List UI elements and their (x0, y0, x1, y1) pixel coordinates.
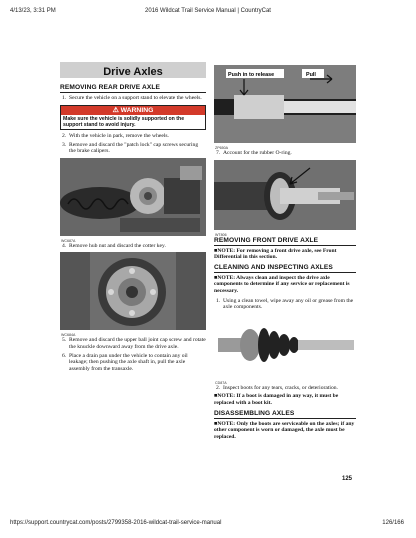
note-boot-kit: ■NOTE: If a boot is damaged in any way, it must be replaced with a boot kit. (214, 393, 339, 406)
print-timestamp: 4/13/23, 3:31 PM (10, 8, 56, 14)
photo-hub-nut (60, 252, 206, 338)
manual-page (60, 56, 356, 488)
step-2: 2. With the vehicle in park, remove the wheels. (62, 133, 169, 139)
browser-print-header (0, 8, 416, 20)
step-1: 1. Secure the vehicle on a support stand to elevate the wheels. (62, 95, 202, 101)
note-front-differential: ■NOTE: For removing a front drive axle, see Front Differential in this section. (214, 247, 337, 261)
step-6: 6. Place a drain pan under the vehicle to contain any oil leakage; then pushing the axle shaft in, pull the axle assembly from the transaxle. (62, 352, 188, 372)
print-page-title: 2016 Wildcat Trail Service Manual | CountryCat (145, 8, 271, 14)
step-clean-2: 2. Inspect boots for any tears, cracks, or deterioration. (216, 384, 338, 391)
photo-code: WT806 (215, 232, 227, 237)
photo-label-push: Push in to release (228, 72, 275, 78)
o-ring-image (214, 160, 356, 230)
photo-axle-boot (214, 314, 356, 385)
step-4: 4. Remove hub nut and discard the cotter key. (62, 242, 166, 249)
manual-page-number: 125 (341, 476, 352, 482)
photo-axle-release (214, 65, 356, 150)
warning-title: WARNING (120, 106, 154, 114)
brake-caliper-image (60, 158, 206, 236)
heading-removing-front-drive-axle: REMOVING FRONT DRIVE AXLE (214, 237, 356, 246)
photo-label-pull: Pull (306, 72, 316, 78)
warning-text: Make sure the vehicle is solidly supported on the support stand to avoid injury. (63, 115, 185, 128)
step-7: 7. Account for the rubber O-ring. (216, 150, 292, 156)
photo-code: WC684A (61, 333, 76, 338)
step-3: 3. Remove and discard the "patch lock" cap screws securing the brake calipers. (62, 141, 199, 155)
step-clean-1: 1. Using a clean towel, wipe away any oil or grease from the axle components. (216, 297, 354, 311)
warning-box (60, 105, 206, 130)
photo-code: WC687A (61, 238, 76, 243)
axle-boot-image (214, 314, 356, 378)
hub-nut-image (60, 252, 206, 330)
note-boots-serviceable: ■NOTE: Only the boots are serviceable on the axles; if any other component is worn or damaged, the axle must be replaced. (214, 420, 355, 440)
left-column (60, 84, 206, 374)
section-banner (60, 62, 206, 78)
note-clean-inspect: ■NOTE: Always clean and inspect the drive axle components to determine if any service or replacement is necessary. (214, 274, 350, 294)
heading-disassembling-axles: DISASSEMBLING AXLES (214, 410, 356, 419)
heading-removing-rear-drive-axle: REMOVING REAR DRIVE AXLE (60, 84, 206, 93)
photo-code: ZP650A (215, 146, 228, 150)
photo-brake-caliper (60, 158, 206, 243)
heading-cleaning-inspecting: CLEANING AND INSPECTING AXLES (214, 264, 356, 273)
step-5: 5. Remove and discard the upper ball joint cap screw and rotate the knuckle downward away from the drive axle. (62, 337, 206, 350)
browser-print-footer (0, 520, 416, 532)
right-column (214, 62, 356, 443)
warning-triangle-icon: ⚠ (112, 106, 119, 114)
print-page-counter: 126/166 (382, 520, 404, 526)
photo-code: CD87A (215, 380, 227, 385)
photo-o-ring (214, 160, 356, 237)
axle-release-image (214, 65, 356, 143)
print-url: https://support.countrycat.com/posts/2799358-2016-wildcat-trail-service-manual (10, 520, 222, 526)
section-banner-title: Drive Axles (103, 66, 163, 78)
warning-header (61, 106, 205, 115)
